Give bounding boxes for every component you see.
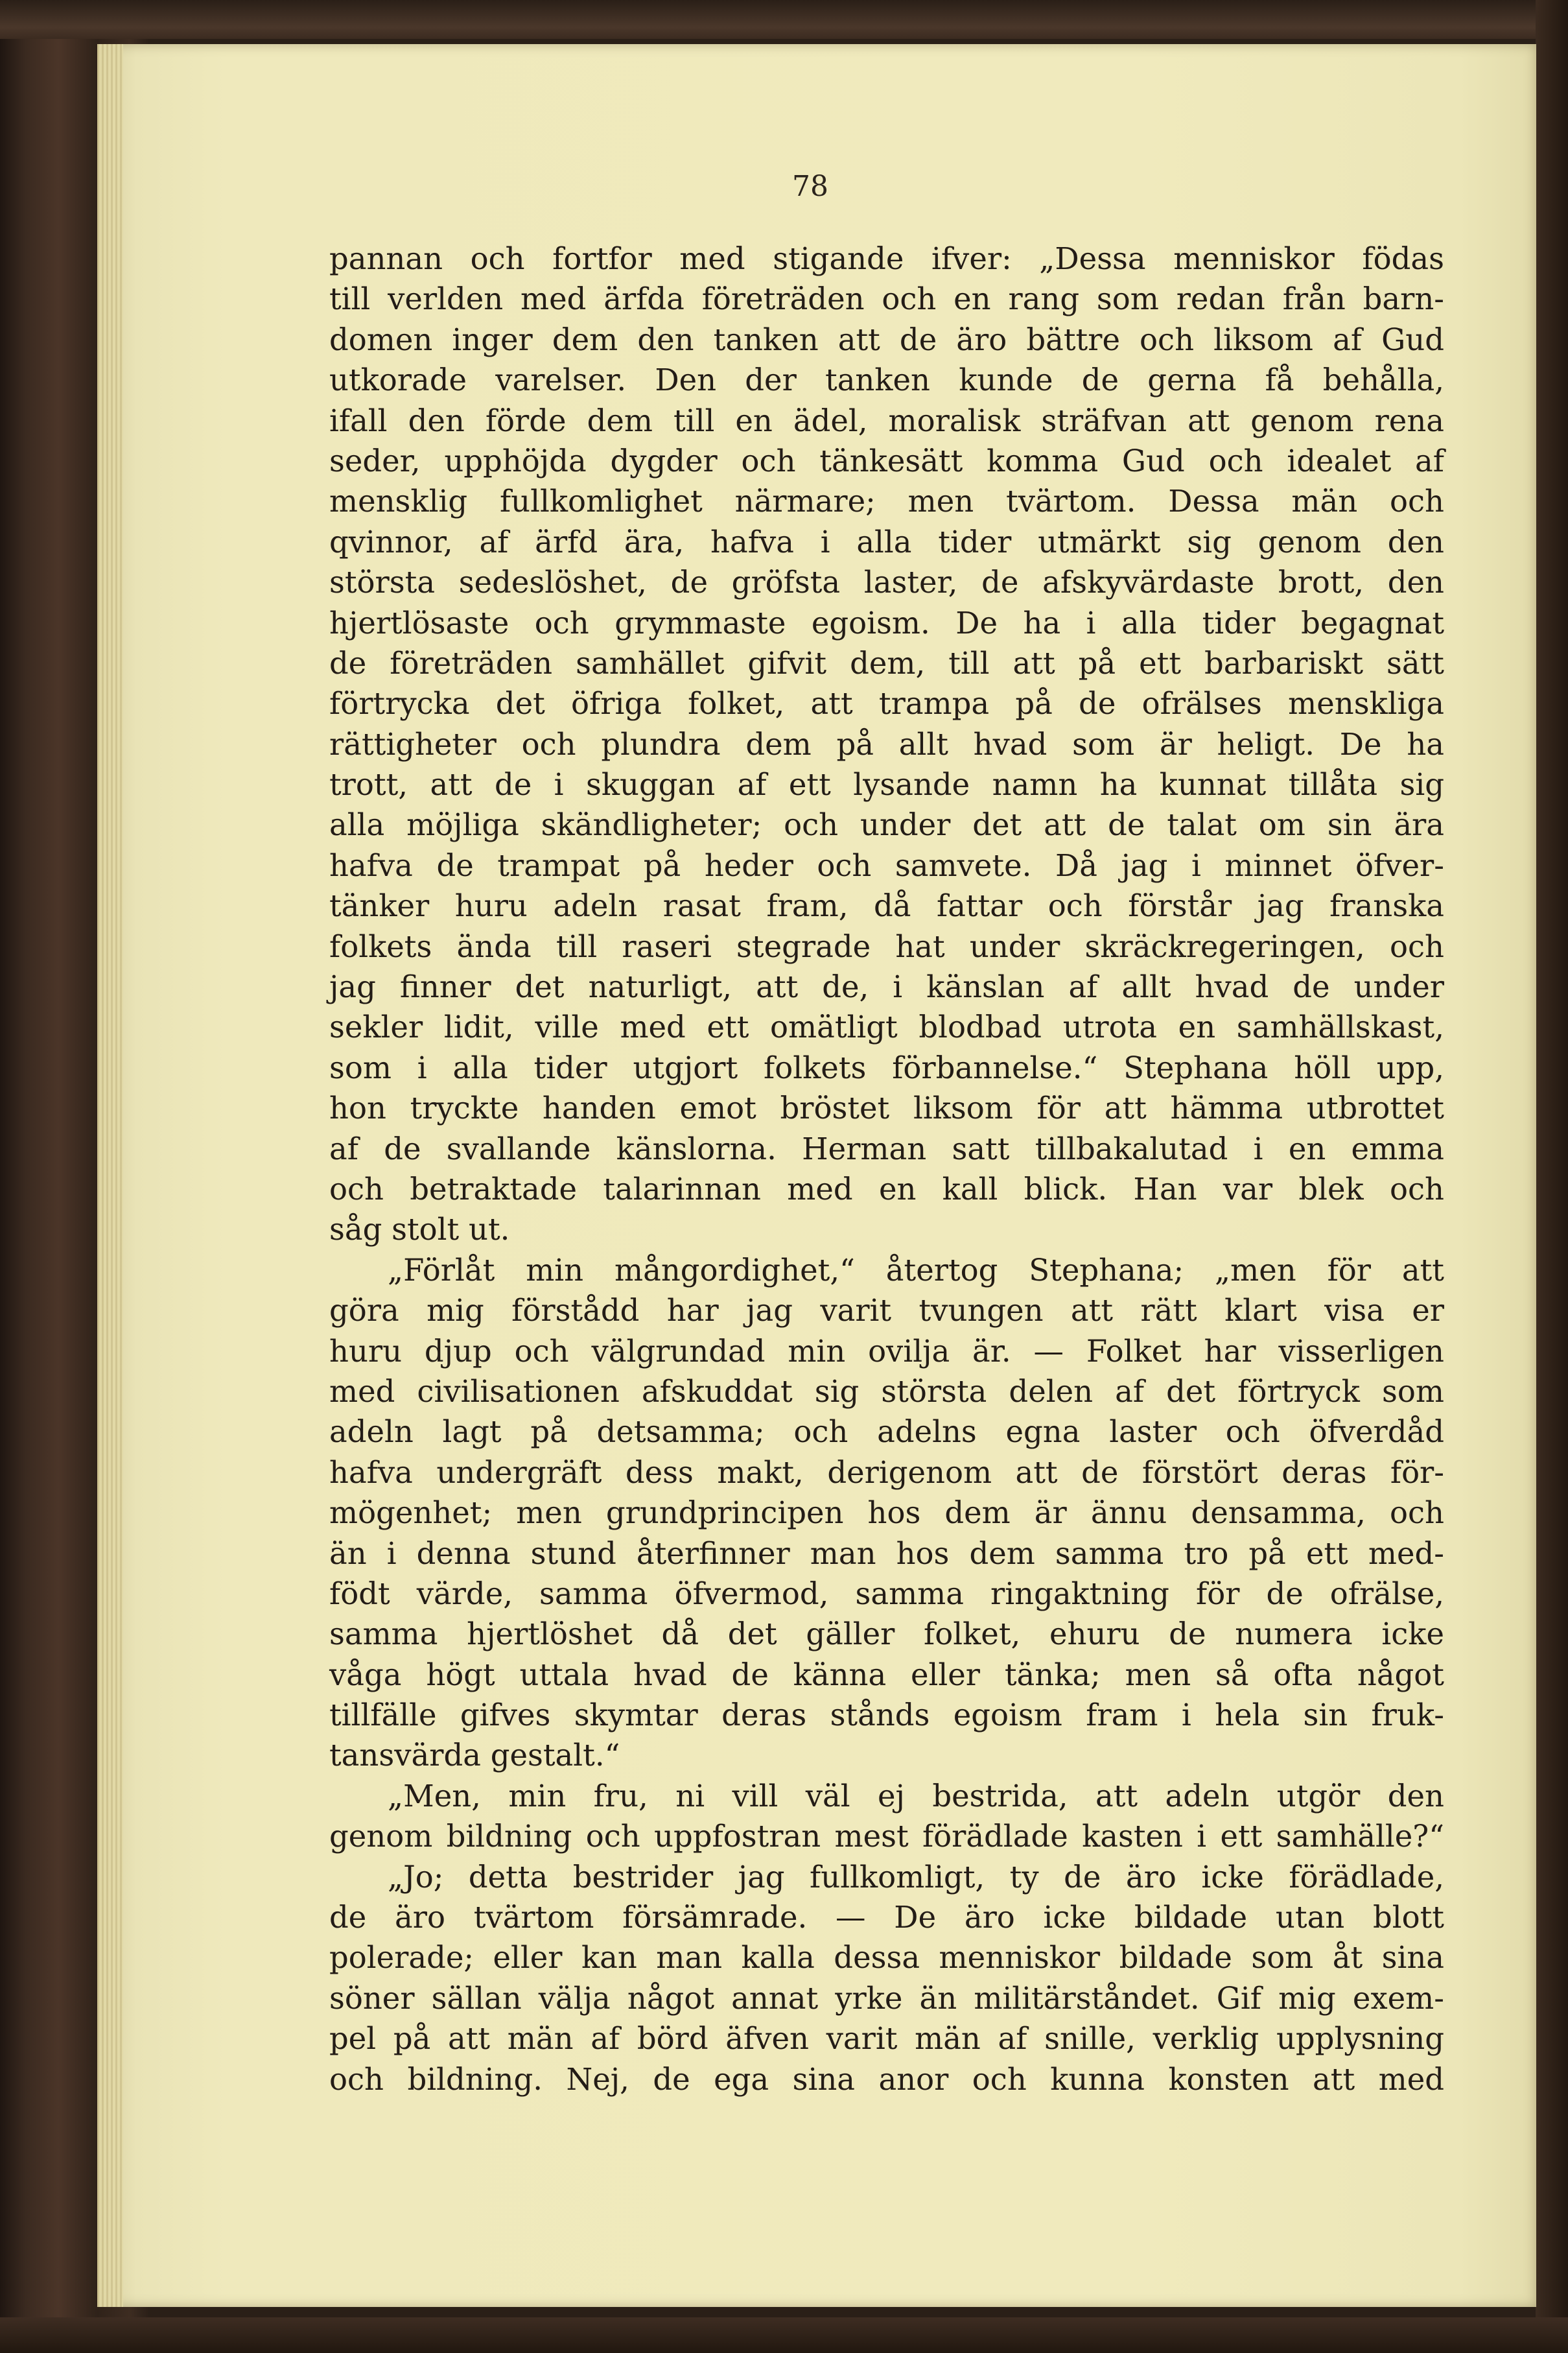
text-line: göra mig förstådd har jag varit tvungen att rätt klart visa er	[329, 1293, 1444, 1329]
text-line: födt värde, samma öfvermod, samma ringaktning för de ofrälse,	[329, 1576, 1444, 1611]
text-line: och betraktade talarinnan med en kall blick. Han var blek och	[329, 1171, 1444, 1207]
text-line: domen inger dem den tanken att de äro bättre och liksom af Gud	[329, 322, 1444, 357]
text-line: de företräden samhället gifvit dem, till att på ett barbariskt sätt	[329, 645, 1444, 681]
text-line: „Förlåt min mångordighet,“ återtog Stephana; „men för att	[388, 1252, 1444, 1288]
text-line: sekler lidit, ville med ett omätligt blodbad utrota en samhällskast,	[329, 1010, 1444, 1045]
text-line: till verlden med ärfda företräden och en rang som redan från barn-	[329, 281, 1444, 317]
text-line: trott, att de i skuggan af ett lysande namn ha kunnat tillåta sig	[329, 767, 1444, 803]
text-line: ifall den förde dem till en ädel, moralisk sträfvan att genom rena	[329, 403, 1444, 438]
text-line: mensklig fullkomlighet närmare; men tvärtom. Dessa män och	[329, 484, 1444, 519]
page-number: 78	[792, 170, 828, 203]
text-line: och bildning. Nej, de ega sina anor och kunna konsten att med	[329, 2061, 1444, 2097]
text-line: hjertlösaste och grymmaste egoism. De ha i alla tider begagnat	[329, 605, 1444, 641]
text-line: pel på att män af börd äfven varit män af snille, verklig upplysning	[329, 2021, 1444, 2057]
text-line: af de svallande känslorna. Herman satt tillbakalutad i en emma	[329, 1131, 1444, 1166]
text-line: seder, upphöjda dygder och tänkesätt komma Gud och idealet af	[329, 443, 1444, 479]
text-line: än i denna stund återfinner man hos dem samma tro på ett med-	[329, 1535, 1444, 1571]
text-line: som i alla tider utgjort folkets förbannelse.“ Stephana höll upp,	[329, 1050, 1444, 1085]
text-line: mögenhet; men grundprincipen hos dem är ännu densamma, och	[329, 1495, 1444, 1531]
text-line: folkets ända till raseri stegrade hat under skräckregeringen, och	[329, 928, 1444, 964]
text-line: tänker huru adeln rasat fram, då fattar och förstår jag franska	[329, 888, 1444, 924]
text-line: de äro tvärtom försämrade. — De äro icke bildade utan blott	[329, 1900, 1444, 1935]
body-text	[329, 239, 1444, 2099]
text-line: största sedeslöshet, de gröfsta laster, de afskyvärdaste brott, den	[329, 565, 1444, 600]
text-line: tillfälle gifves skymtar deras stånds egoism fram i hela sin fruk-	[329, 1697, 1444, 1733]
text-line: qvinnor, af ärfd ära, hafva i alla tider utmärkt sig genom den	[329, 524, 1444, 560]
book-cover-right-edge	[1536, 0, 1568, 2353]
text-line: hon tryckte handen emot bröstet liksom för att hämma utbrottet	[329, 1091, 1444, 1126]
book-cover-bottom-edge	[0, 2317, 1568, 2353]
text-line: hafva undergräft dess makt, derigenom att de förstört deras för-	[329, 1454, 1444, 1490]
text-line: utkorade varelser. Den der tanken kunde de gerna få behålla,	[329, 362, 1444, 398]
text-line: såg stolt ut.	[329, 1212, 510, 1247]
text-line: rättigheter och plundra dem på allt hvad som är heligt. De ha	[329, 726, 1444, 762]
text-line: jag finner det naturligt, att de, i känslan af allt hvad de under	[329, 969, 1444, 1005]
text-line: samma hjertlöshet då det gäller folket, ehuru de numera icke	[329, 1616, 1444, 1652]
text-line: med civilisationen afskuddat sig största delen af det förtryck som	[329, 1373, 1444, 1409]
text-line: polerade; eller kan man kalla dessa menniskor bildade som åt sina	[329, 1940, 1444, 1976]
text-line: hafva de trampat på heder och samvete. Då jag i minnet öfver-	[329, 847, 1444, 883]
text-line: huru djup och välgrundad min ovilja är. — Folket har visserligen	[329, 1333, 1444, 1369]
text-line: tansvärda gestalt.“	[329, 1738, 620, 1773]
text-line: pannan och fortfor med stigande ifver: „Dessa menniskor födas	[329, 241, 1444, 276]
text-line: förtrycka det öfriga folket, att trampa på de ofrälses menskliga	[329, 686, 1444, 722]
text-line: genom bildning och uppfostran mest förädlade kasten i ett samhälle?“	[329, 1819, 1444, 1854]
text-line: söner sällan välja något annat yrke än militärståndet. Gif mig exem-	[329, 1980, 1444, 2016]
text-line: våga högt uttala hvad de känna eller tänka; men så ofta något	[329, 1657, 1444, 1692]
text-line: „Men, min fru, ni vill väl ej bestrida, att adeln utgör den	[388, 1778, 1444, 1814]
text-line: „Jo; detta bestrider jag fullkomligt, ty de äro icke förädlade,	[388, 1859, 1444, 1895]
page-edges	[97, 44, 123, 2307]
text-line: alla möjliga skändligheter; och under det att de talat om sin ära	[329, 807, 1444, 843]
text-line: adeln lagt på detsamma; och adelns egna laster och öfverdåd	[329, 1414, 1444, 1450]
book-cover-top-edge	[0, 0, 1568, 39]
